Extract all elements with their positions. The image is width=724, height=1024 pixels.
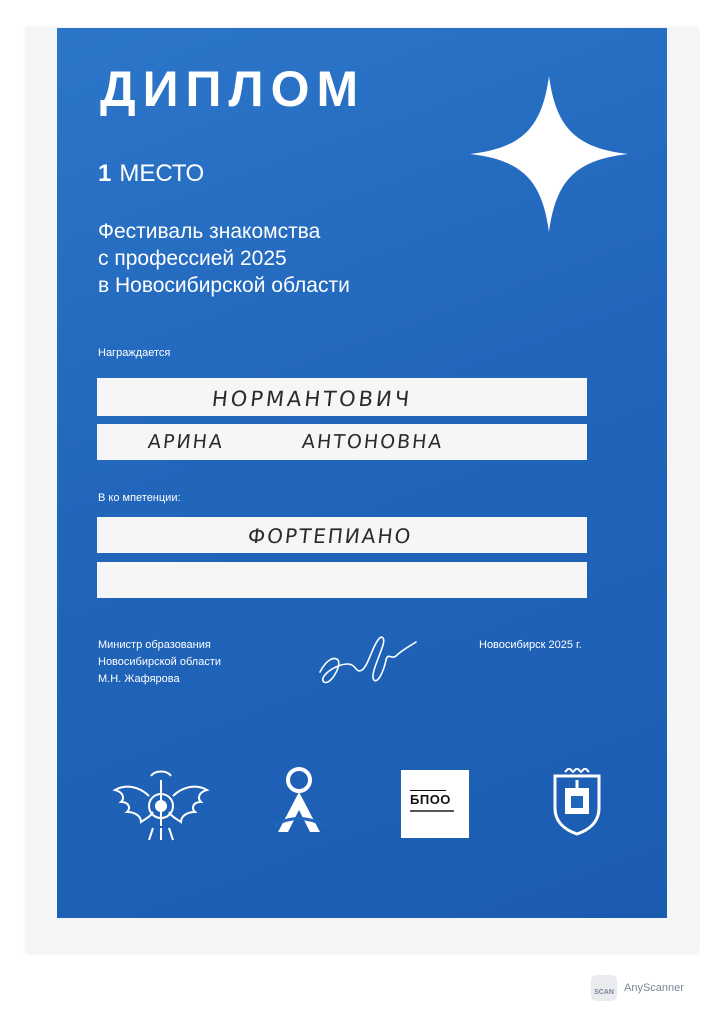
festival-logo-icon [270,766,328,838]
four-point-star-icon [470,76,628,232]
festival-name [98,218,350,299]
scan-app-icon [591,975,617,1001]
diploma-title: ДИПЛОМ [100,61,366,117]
place-word: МЕСТО [119,160,205,187]
bpoo-logo-rule [410,790,446,791]
competence-field-empty [97,562,587,598]
place-line [98,160,204,188]
city-year: Новосибирск 2025 г. [479,639,582,651]
surname-handwritten: НОРМАНТОВИЧ [210,387,414,411]
competence-handwritten: ФОРТЕПИАНО [246,524,414,548]
signatory-line: Новосибирской области [98,656,222,668]
patronymic-handwritten: АНТОНОВНА [300,431,445,453]
novosibirsk-coat-of-arms-icon [551,768,603,836]
scanner-app-name: AnyScanner [624,982,684,994]
signatory-line: М.Н. Жафярова [98,673,180,685]
bpoo-logo-text: БПОО [410,792,451,807]
scan-badge-text: SCAN [594,989,614,996]
signatory-line: Министр образования [98,639,211,651]
festival-line: с профессией 2025 [98,247,287,270]
bpoo-logo-caption-lines [410,810,454,812]
festival-line: в Новосибирской области [98,274,350,297]
first-name-handwritten: АРИНА [146,431,226,453]
festival-line: Фестиваль знакомства [98,220,321,243]
competence-label: В ко мпетенции: [98,492,181,504]
awarded-label: Награждается [98,347,171,359]
signature [312,630,422,692]
signatory-block [98,637,221,688]
bpoo-logo-icon [401,770,469,838]
place-number: 1 [98,160,112,187]
ministry-eagle-emblem-icon [111,766,211,842]
